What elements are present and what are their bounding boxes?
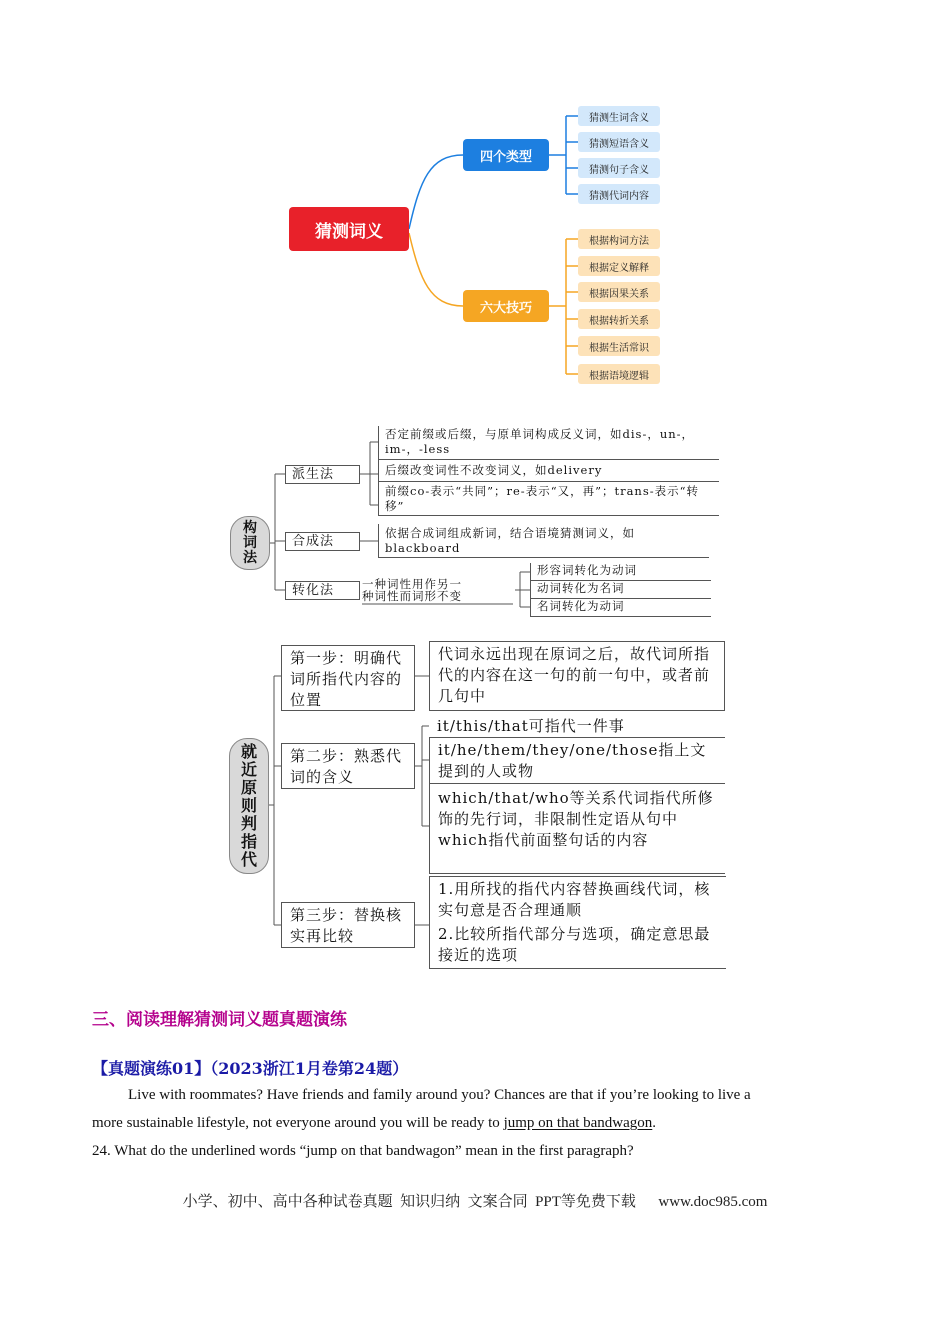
conversion-item: 名词转化为动词 xyxy=(531,599,711,617)
step3-item: 2.比较所指代部分与选项，确定意思最接近的选项 xyxy=(438,925,711,964)
root-char: 指 xyxy=(240,832,257,851)
step1-label: 第一步：明确代词所指代内容的位置 xyxy=(281,645,415,711)
question-text: 24. What do the underlined words “jump on that bandwagon” mean in the first paragraph? xyxy=(92,1143,634,1159)
root-char: 原 xyxy=(240,778,257,797)
mindmap-leaf: 根据定义解释 xyxy=(578,256,660,276)
passage-line-2 xyxy=(92,1109,858,1137)
step3-item: 1.用所找的指代内容替换画线代词，核实句意是否合理通顺 xyxy=(438,880,711,919)
mindmap-leaf: 猜测生词含义 xyxy=(578,106,660,126)
step1-text: 代词永远出现在原词之后，故代词所指代的内容在这一句的前一句中，或者前几句中 xyxy=(429,641,725,711)
conversion-item: 动词转化为名词 xyxy=(531,581,711,599)
mindmap-leaf: 猜测句子含义 xyxy=(578,158,660,178)
section-title: 三、阅读理解猜测词义题真题演练 xyxy=(92,1010,347,1030)
conversion-item: 形容词转化为动词 xyxy=(531,563,711,581)
pronoun-rule-root xyxy=(229,738,269,874)
word-formation-root xyxy=(230,516,270,570)
mindmap-branch-skills: 六大技巧 xyxy=(463,290,549,322)
exercise-title: 【真题演练01】（2023浙江1月卷第24题） xyxy=(92,1059,409,1078)
root-char: 词 xyxy=(243,534,257,551)
mindmap-leaf: 猜测代词内容 xyxy=(578,184,660,204)
passage-text: more sustainable lifestyle, not everyone around you will be ready to xyxy=(92,1115,500,1131)
compound-label: 合成法 xyxy=(285,532,360,551)
passage-line-1: Live with roommates? Have friends and family around you? Chances are that if you’re looking to live a xyxy=(128,1087,751,1103)
step2-item: it/he/them/they/one/those指上文提到的人或物 xyxy=(429,738,725,784)
conversion-note-line: 种词性而词形不变 xyxy=(362,589,462,603)
derivation-item: 否定前缀或后缀，与原单词构成反义词，如dis-，un-，im-，-less xyxy=(379,426,719,460)
conversion-note-line: 一种词性用作另一 xyxy=(362,577,462,591)
step3-label: 第三步：替换核实再比较 xyxy=(281,902,415,948)
root-char: 近 xyxy=(240,760,257,779)
conversion-label: 转化法 xyxy=(285,581,360,600)
derivation-item: 前缀co-表示“共同”；re-表示“又，再”；trans-表示“转移” xyxy=(379,482,719,516)
mindmap-leaf: 猜测短语含义 xyxy=(578,132,660,152)
root-char: 判 xyxy=(240,814,257,833)
mindmap-root: 猜测词义 xyxy=(289,207,409,251)
mindmap-leaf: 根据因果关系 xyxy=(578,282,660,302)
root-char: 则 xyxy=(240,796,257,815)
mindmap-leaf: 根据生活常识 xyxy=(578,336,660,356)
step3-items xyxy=(429,876,726,969)
mindmap-leaf: 根据转折关系 xyxy=(578,309,660,329)
mindmap-branch-types: 四个类型 xyxy=(463,139,549,171)
root-char: 代 xyxy=(240,850,257,869)
conversion-items xyxy=(530,563,711,617)
conversion-note xyxy=(362,578,514,602)
mindmap-leaf: 根据构词方法 xyxy=(578,229,660,249)
compound-item-wrap xyxy=(378,524,709,558)
derivation-item: 后缀改变词性不改变词义，如delivery xyxy=(379,460,719,482)
mindmap-leaf: 根据语境逻辑 xyxy=(578,364,660,384)
compound-item: 依据合成词组成新词，结合语境猜测词义，如blackboard xyxy=(379,524,709,558)
passage-text: . xyxy=(652,1115,657,1131)
page-footer: 小学、初中、高中各种试卷真题 知识归纳 文案合同 PPT等免费下载 www.doc985.com xyxy=(182,1194,768,1210)
step2-item: it/this/that可指代一件事 xyxy=(429,716,725,738)
root-char: 构 xyxy=(243,519,257,536)
step2-item: which/that/who等关系代词指代所修饰的先行词，非限制性定语从句中which指代前面整句话的内容 xyxy=(429,784,725,874)
underlined-phrase: jump on that bandwagon xyxy=(503,1115,653,1131)
derivation-items xyxy=(378,426,719,516)
derivation-label: 派生法 xyxy=(285,465,360,484)
step2-label: 第二步：熟悉代词的含义 xyxy=(281,743,415,789)
root-char: 就 xyxy=(240,742,257,761)
root-char: 法 xyxy=(243,549,257,566)
step2-items xyxy=(429,716,725,874)
